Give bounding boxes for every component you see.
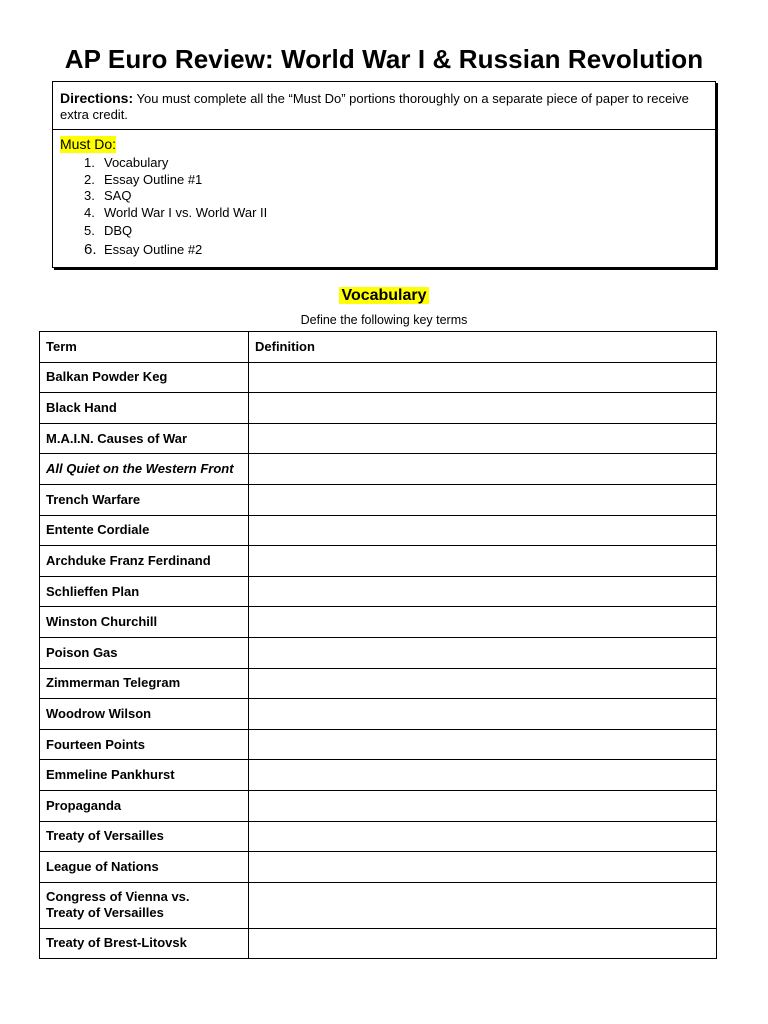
list-text: World War I vs. World War II xyxy=(104,204,268,220)
list-number: 6. xyxy=(84,240,97,258)
term-line: Treaty of Versailles xyxy=(46,905,164,921)
directions-text: You must complete all the “Must Do” portions thoroughly on a separate piece of paper to receive extra credit. xyxy=(60,91,689,122)
definition-cell[interactable] xyxy=(249,423,717,454)
term-cell: League of Nations xyxy=(40,852,249,883)
directions-box xyxy=(52,81,716,268)
column-header-definition: Definition xyxy=(249,332,717,363)
must-do-list xyxy=(60,155,715,258)
table-row xyxy=(40,423,717,454)
table-row xyxy=(40,546,717,577)
term-cell: M.A.I.N. Causes of War xyxy=(40,423,249,454)
vocabulary-heading xyxy=(0,287,768,305)
table-row xyxy=(40,515,717,546)
list-number: 1. xyxy=(84,155,95,170)
definition-cell[interactable] xyxy=(249,637,717,668)
must-do-item xyxy=(60,155,715,172)
term-cell: Treaty of Brest-Litovsk xyxy=(40,928,249,959)
column-header-term: Term xyxy=(40,332,249,363)
term-cell: Woodrow Wilson xyxy=(40,699,249,730)
term-cell: Propaganda xyxy=(40,790,249,821)
list-number: 5. xyxy=(84,223,95,238)
definition-cell[interactable] xyxy=(249,362,717,393)
must-do-item xyxy=(60,242,715,259)
table-row xyxy=(40,362,717,393)
definition-cell[interactable] xyxy=(249,484,717,515)
definition-cell[interactable] xyxy=(249,729,717,760)
term-line: Congress of Vienna vs. xyxy=(46,889,190,905)
must-do-section xyxy=(53,130,715,258)
must-do-item xyxy=(60,188,715,205)
directions-row xyxy=(53,82,715,130)
list-number: 3. xyxy=(84,188,95,203)
definition-cell[interactable] xyxy=(249,882,717,928)
definition-cell[interactable] xyxy=(249,668,717,699)
list-text: Essay Outline #2 xyxy=(104,241,203,257)
table-row xyxy=(40,729,717,760)
table-row xyxy=(40,484,717,515)
table-row xyxy=(40,699,717,730)
page-title: AP Euro Review: World War I & Russian Revolution xyxy=(64,44,704,74)
vocabulary-heading-text: Vocabulary xyxy=(341,287,427,304)
term-cell xyxy=(40,882,249,928)
term-cell: All Quiet on the Western Front xyxy=(40,454,249,485)
term-cell: Black Hand xyxy=(40,393,249,424)
term-cell: Zimmerman Telegram xyxy=(40,668,249,699)
list-text: Vocabulary xyxy=(104,155,169,170)
term-cell: Entente Cordiale xyxy=(40,515,249,546)
table-row xyxy=(40,790,717,821)
list-text: SAQ xyxy=(104,188,132,203)
table-row xyxy=(40,576,717,607)
list-number: 4. xyxy=(84,204,95,220)
term-cell: Poison Gas xyxy=(40,637,249,668)
table-row xyxy=(40,637,717,668)
table-row xyxy=(40,852,717,883)
list-text: DBQ xyxy=(104,223,133,238)
table-row xyxy=(40,668,717,699)
term-cell: Archduke Franz Ferdinand xyxy=(40,546,249,577)
must-do-item xyxy=(60,205,715,222)
table-row xyxy=(40,607,717,638)
must-do-item xyxy=(60,223,715,240)
list-text: Essay Outline #1 xyxy=(104,171,203,187)
term-cell: Treaty of Versailles xyxy=(40,821,249,852)
definition-cell[interactable] xyxy=(249,760,717,791)
term-cell: Emmeline Pankhurst xyxy=(40,760,249,791)
must-do-heading: Must Do: xyxy=(60,136,117,152)
vocabulary-table xyxy=(39,331,717,959)
definition-cell[interactable] xyxy=(249,821,717,852)
definition-cell[interactable] xyxy=(249,454,717,485)
term-cell: Fourteen Points xyxy=(40,729,249,760)
definition-cell[interactable] xyxy=(249,852,717,883)
term-cell: Balkan Powder Keg xyxy=(40,362,249,393)
definition-cell[interactable] xyxy=(249,393,717,424)
definition-cell[interactable] xyxy=(249,699,717,730)
table-row xyxy=(40,821,717,852)
definition-cell[interactable] xyxy=(249,515,717,546)
definition-cell[interactable] xyxy=(249,607,717,638)
directions-label: Directions: xyxy=(60,90,134,106)
table-row xyxy=(40,393,717,424)
table-row xyxy=(40,882,717,928)
list-number: 2. xyxy=(84,171,95,187)
definition-cell[interactable] xyxy=(249,928,717,959)
term-cell: Winston Churchill xyxy=(40,607,249,638)
definition-cell[interactable] xyxy=(249,790,717,821)
term-cell: Schlieffen Plan xyxy=(40,576,249,607)
table-row xyxy=(40,454,717,485)
term-cell: Trench Warfare xyxy=(40,484,249,515)
table-header-row xyxy=(40,332,717,363)
must-do-item xyxy=(60,172,715,189)
definition-cell[interactable] xyxy=(249,546,717,577)
definition-cell[interactable] xyxy=(249,576,717,607)
vocabulary-subheading: Define the following key terms xyxy=(300,313,468,327)
table-row xyxy=(40,760,717,791)
table-row xyxy=(40,928,717,959)
